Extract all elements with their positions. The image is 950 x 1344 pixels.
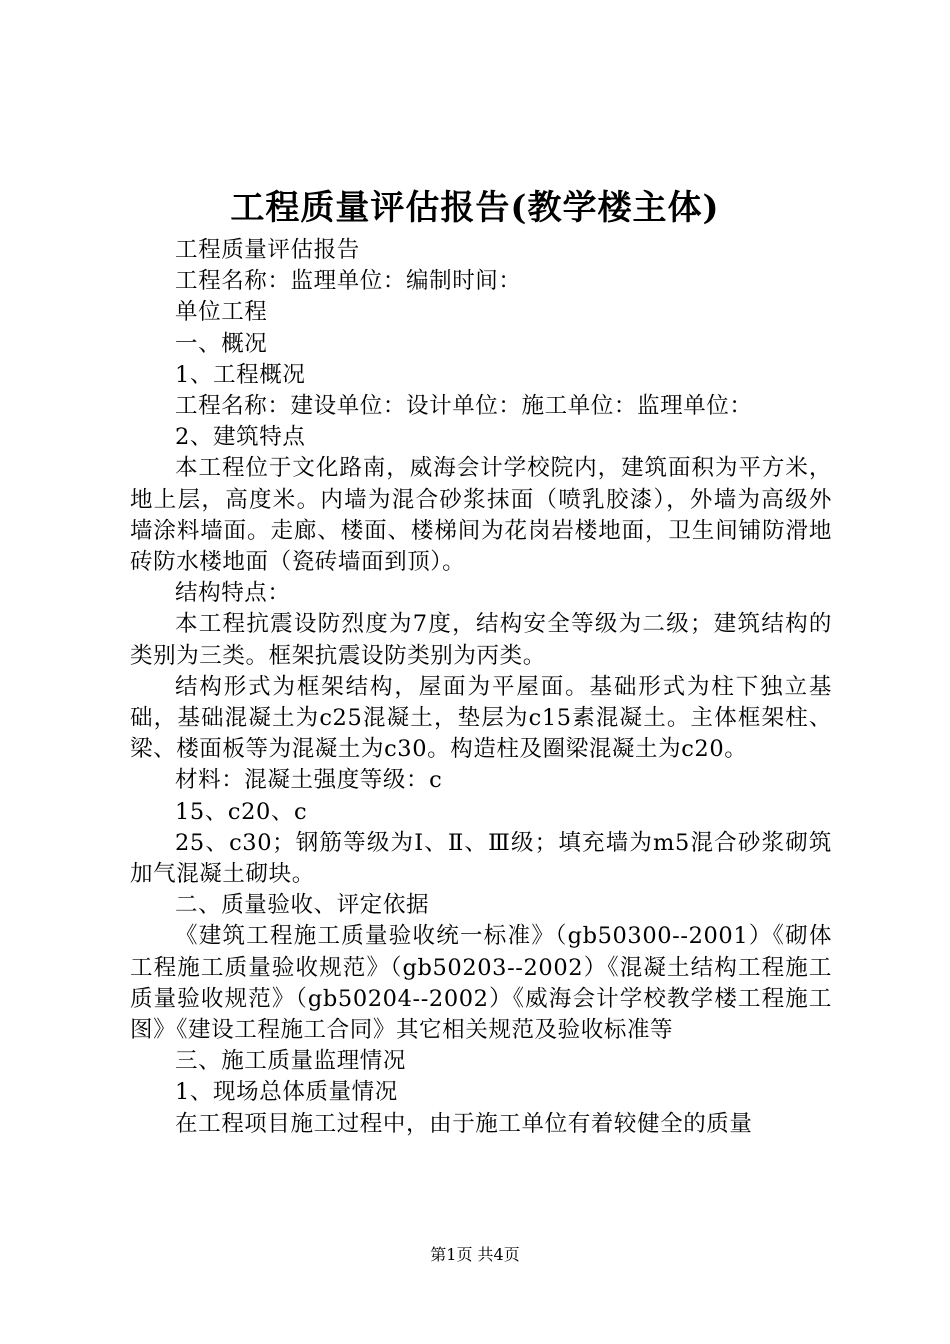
subsection-heading-building-features: 2、建筑特点 [175, 424, 306, 451]
paragraph-unit-project: 单位工程 [175, 299, 268, 326]
paragraph-concrete-grades: 15、c20、c [175, 798, 308, 825]
paragraph-standards: 《建筑工程施工质量验收统一标准》（gb50300--2001）《砌体工程施工质量验收规范》（gb50203--2002）《混凝土结构工程施工质量验收规范》（gb50204--2002）《威海会计学校教学楼工程施工图》《建设工程施工合同》其它相关规范及验收标准等 [130, 923, 832, 1044]
paragraph-site-quality: 在工程项目施工过程中，由于施工单位有着较健全的质量 [175, 1110, 753, 1137]
document-body [130, 235, 832, 1140]
section-heading-supervision: 三、施工质量监理情况 [175, 1048, 407, 1075]
paragraph-project-parties: 工程名称：建设单位：设计单位：施工单位：监理单位： [175, 393, 753, 420]
paragraph-building-description: 本工程位于文化路南，威海会计学校院内，建筑面积为平方米，地上层，高度米。内墙为混合砂浆抹面（喷乳胶漆），外墙为高级外墙涂料墙面。走廊、楼面、楼梯间为花岗岩楼地面，卫生间铺防滑地砖防水楼地面（瓷砖墙面到顶）。 [130, 455, 832, 576]
subsection-heading-project-overview: 1、工程概况 [175, 361, 306, 388]
paragraph-structure-form: 结构形式为框架结构，屋面为平屋面。基础形式为柱下独立基础，基础混凝土为c25混凝土，垫层为c15素混凝土。主体框架柱、梁、楼面板等为混凝土为c30。构造柱及圈梁混凝土为c20。 [130, 673, 832, 763]
paragraph-seismic: 本工程抗震设防烈度为7度，结构安全等级为二级；建筑结构的类别为三类。框架抗震设防类别为丙类。 [130, 611, 832, 669]
page-footer: 第1页 共4页 [430, 1245, 520, 1264]
paragraph-rebar-grades: 25、c30；钢筋等级为Ⅰ、Ⅱ、Ⅲ级；填充墙为m5混合砂浆砌筑加气混凝土砌块。 [130, 829, 832, 888]
paragraph-project-meta: 工程名称：监理单位：编制时间： [175, 268, 522, 295]
subsection-heading-site-quality: 1、现场总体质量情况 [175, 1079, 398, 1106]
paragraph-materials: 材料：混凝土强度等级：c [175, 767, 443, 794]
paragraph-report-heading: 工程质量评估报告 [175, 237, 360, 263]
section-heading-acceptance-basis: 二、质量验收、评定依据 [175, 892, 430, 919]
paragraph-structure-label: 结构特点： [175, 580, 291, 607]
section-heading-overview: 一、概况 [175, 330, 268, 357]
document-title: 工程质量评估报告(教学楼主体) [230, 188, 720, 228]
